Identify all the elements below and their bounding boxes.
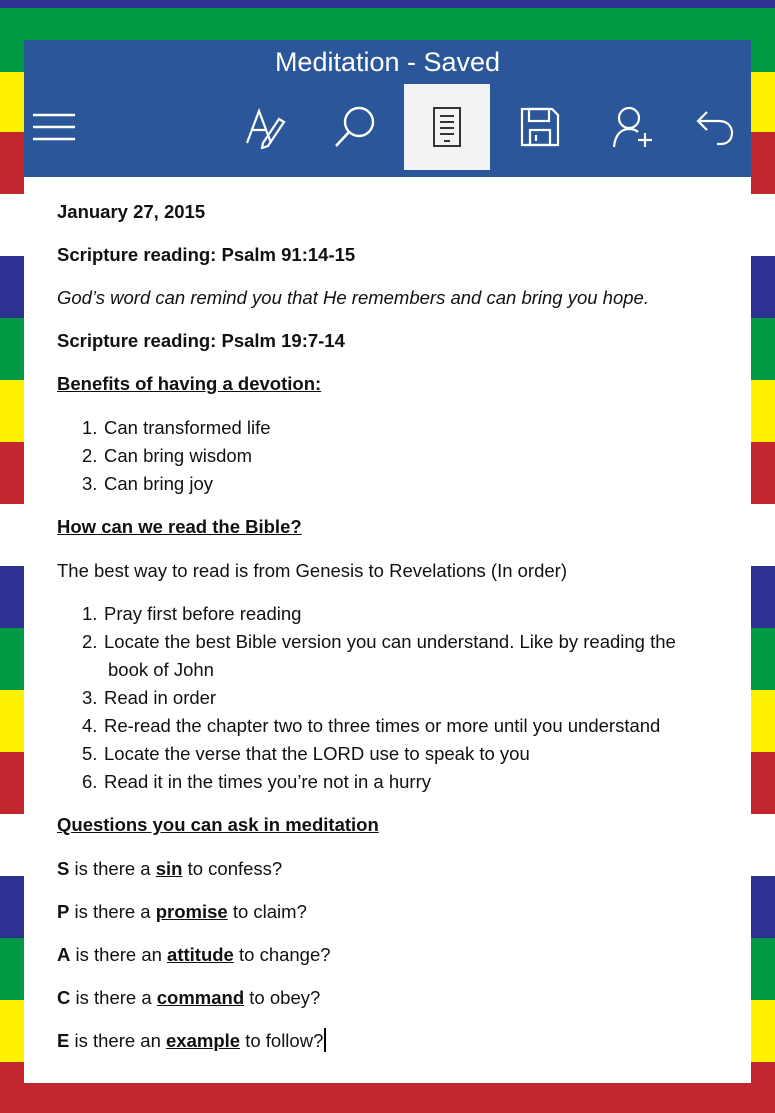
- how-to-read-heading: How can we read the Bible?: [57, 516, 302, 537]
- frame-right-stripe: [751, 876, 775, 938]
- save-button[interactable]: [497, 84, 583, 170]
- frame-right-stripe: [751, 1000, 775, 1062]
- list-item: 1. Can transformed life: [82, 417, 271, 438]
- frame-right-stripe: [751, 40, 775, 72]
- frame-right-stripe: [751, 318, 775, 380]
- frame-left-stripe: [0, 752, 24, 814]
- share-add-person-icon: [611, 105, 655, 149]
- frame-left-stripe: [0, 876, 24, 938]
- frame-right-stripe: [751, 752, 775, 814]
- frame-left-stripe: [0, 72, 24, 132]
- frame-right-stripe: [751, 256, 775, 318]
- frame-left-stripe: [0, 380, 24, 442]
- save-icon: [519, 106, 561, 148]
- list-item: 6. Read it in the times you’re not in a hurry: [82, 771, 431, 792]
- frame-right-stripe: [751, 442, 775, 504]
- format-text-pen-icon: [243, 105, 287, 149]
- list-item: 1. Pray first before reading: [82, 603, 302, 624]
- frame-right-stripe: [751, 380, 775, 442]
- list-item: 4. Re-read the chapter two to three times or more until you understand: [82, 715, 661, 736]
- question-line: P is there a promise to claim?: [57, 901, 307, 922]
- toolbar: [24, 84, 751, 170]
- frame-left-stripe: [0, 1000, 24, 1062]
- text-cursor: [324, 1028, 326, 1052]
- undo-button[interactable]: [679, 84, 751, 170]
- mobile-view-icon: [432, 106, 462, 148]
- scripture-reading-1: Scripture reading: Psalm 91:14-15: [57, 244, 356, 265]
- question-line: S is there a sin to confess?: [57, 858, 283, 879]
- undo-icon: [695, 108, 735, 146]
- frame-right-stripe: [751, 1062, 775, 1083]
- search-icon: [332, 104, 378, 150]
- frame-left-stripe: [0, 690, 24, 752]
- app-header: [24, 40, 751, 177]
- frame-right-stripe: [751, 628, 775, 690]
- frame-left-stripe: [0, 132, 24, 194]
- how-to-read-intro: The best way to read is from Genesis to Revelations (In order): [57, 560, 567, 581]
- mobile-view-button[interactable]: [404, 84, 490, 170]
- frame-top-blue-stripe: [0, 0, 775, 8]
- list-item: 3. Read in order: [82, 687, 217, 708]
- list-item: 5. Locate the verse that the LORD use to speak to you: [82, 743, 530, 764]
- share-button[interactable]: [590, 84, 676, 170]
- frame-top-green-stripe: [0, 8, 775, 40]
- frame-left-stripe: [0, 938, 24, 1000]
- frame-left-stripe: [0, 628, 24, 690]
- frame-left-stripe: [0, 40, 24, 72]
- format-button[interactable]: [222, 84, 308, 170]
- questions-heading: Questions you can ask in meditation: [57, 814, 379, 835]
- question-line: A is there an attitude to change?: [57, 944, 331, 965]
- question-line: E is there an example to follow?: [57, 1027, 326, 1055]
- frame-bottom-red-stripe: [0, 1083, 775, 1113]
- question-line: C is there a command to obey?: [57, 987, 321, 1008]
- frame-left-stripe: [0, 256, 24, 318]
- list-item: 2. Locate the best Bible version you can understand. Like by reading the: [82, 631, 676, 652]
- frame-left-stripe: [0, 566, 24, 628]
- list-item: 3. Can bring joy: [82, 473, 214, 494]
- document-title: Meditation - Saved: [274, 47, 501, 77]
- list-item-continuation: book of John: [108, 659, 214, 680]
- frame-left-stripe: [0, 442, 24, 504]
- hamburger-menu-icon: [31, 112, 77, 142]
- scripture-reading-2: Scripture reading: Psalm 19:7-14: [57, 330, 345, 351]
- quote-line: God’s word can remind you that He remembers and can bring you hope.: [57, 287, 649, 308]
- frame-left-stripe: [0, 318, 24, 380]
- frame-left-stripe: [0, 1062, 24, 1083]
- date-line: January 27, 2015: [57, 201, 206, 222]
- frame-right-stripe: [751, 690, 775, 752]
- frame-right-stripe: [751, 938, 775, 1000]
- search-button[interactable]: [312, 84, 398, 170]
- benefits-heading: Benefits of having a devotion:: [57, 373, 322, 394]
- list-item: 2. Can bring wisdom: [82, 445, 253, 466]
- frame-right-stripe: [751, 132, 775, 194]
- menu-button[interactable]: [24, 84, 84, 170]
- frame-right-stripe: [751, 566, 775, 628]
- frame-right-stripe: [751, 72, 775, 132]
